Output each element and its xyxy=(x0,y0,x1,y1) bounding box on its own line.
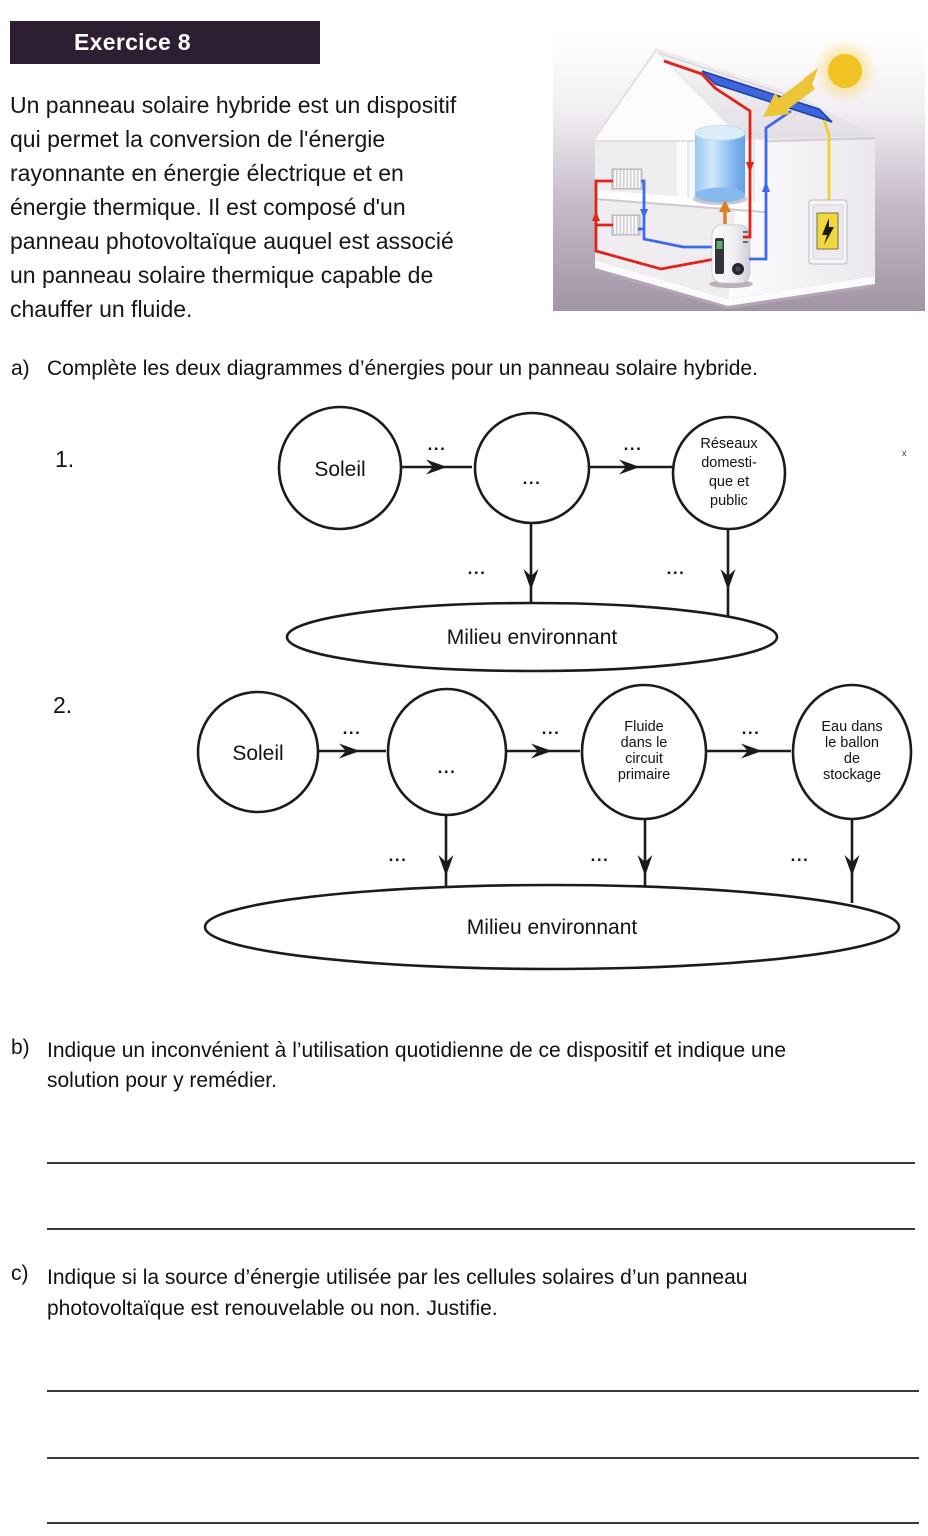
house-illustration xyxy=(553,33,925,311)
question-a-label: a) xyxy=(11,357,30,380)
exercise-title: Exercice 8 xyxy=(74,29,191,55)
edge-fluide-eau xyxy=(706,719,791,759)
sun xyxy=(813,39,877,103)
diagram2-number: 2. xyxy=(53,692,73,718)
edge-reseaux-milieu xyxy=(667,529,736,616)
intro-line: qui permet la conversion de l'énergie xyxy=(10,126,386,152)
svg-text:Réseaux: Réseaux xyxy=(700,436,758,452)
svg-text:dans le: dans le xyxy=(620,735,668,751)
node-blank-2 xyxy=(388,689,506,815)
node-milieu-environnant-2 xyxy=(205,885,899,969)
svg-text:...: ... xyxy=(467,559,487,578)
intro-paragraph xyxy=(10,88,550,326)
svg-text:...: ... xyxy=(741,719,761,738)
answer-line xyxy=(47,1162,915,1164)
edge-blank2-milieu xyxy=(389,815,454,887)
svg-text:public: public xyxy=(710,493,748,509)
intro-line: chauffer un fluide. xyxy=(10,296,193,322)
svg-text:stockage: stockage xyxy=(822,767,882,783)
boiler xyxy=(709,225,753,288)
answer-line xyxy=(47,1228,915,1230)
exercise-header xyxy=(10,21,320,64)
svg-text:de: de xyxy=(843,751,861,767)
node-reseaux xyxy=(673,417,785,529)
svg-text:Fluide: Fluide xyxy=(624,719,664,735)
svg-text:...: ... xyxy=(342,719,362,738)
question-c-text: photovoltaïque est renouvelable ou non. Justifie. xyxy=(47,1297,498,1320)
edge-fluide-milieu xyxy=(591,819,653,886)
intro-line: rayonnante en énergie électrique et en xyxy=(10,160,404,186)
energy-diagram-1 xyxy=(0,398,928,680)
svg-text:que et: que et xyxy=(708,474,750,490)
svg-text:circuit: circuit xyxy=(625,751,663,767)
node-soleil xyxy=(279,407,401,529)
svg-text:Milieu environnant: Milieu environnant xyxy=(446,626,618,649)
question-b-label: b) xyxy=(11,1036,30,1059)
question-a-text: Complète les deux diagrammes d’énergies pour un panneau solaire hybride. xyxy=(47,357,758,380)
intro-line: énergie thermique. Il est composé d'un xyxy=(10,194,406,220)
radiator-upper xyxy=(612,169,642,189)
node-eau xyxy=(793,685,911,819)
svg-text:Eau dans: Eau dans xyxy=(821,719,883,735)
svg-text:...: ... xyxy=(522,469,542,488)
edge-blank-fluide xyxy=(506,719,580,759)
intro-line: Un panneau solaire hybride est un dispositif xyxy=(10,92,457,118)
intro-line: panneau photovoltaïque auquel est associé xyxy=(10,228,454,254)
answer-line xyxy=(47,1390,919,1392)
node-fluide xyxy=(582,685,706,819)
svg-text:le ballon: le ballon xyxy=(824,735,880,751)
question-b-text: Indique un inconvénient à l’utilisation quotidienne de ce dispositif et indique une xyxy=(47,1039,787,1062)
svg-text:Milieu environnant: Milieu environnant xyxy=(466,916,638,939)
svg-text:...: ... xyxy=(437,758,457,777)
svg-text:...: ... xyxy=(388,846,408,865)
energy-diagram-2 xyxy=(0,680,928,980)
node-blank-1 xyxy=(475,413,589,523)
question-a xyxy=(11,357,758,381)
node-soleil-2 xyxy=(198,692,318,812)
radiator-lower xyxy=(612,215,640,235)
edge-soleil-blank xyxy=(402,435,472,475)
svg-text:...: ... xyxy=(541,719,561,738)
svg-text:Soleil: Soleil xyxy=(232,742,284,765)
electrical-box xyxy=(809,200,847,264)
question-b xyxy=(11,1036,786,1096)
intro-line: un panneau solaire thermique capable de xyxy=(10,262,434,288)
svg-text:...: ... xyxy=(623,435,643,454)
node-milieu-environnant xyxy=(287,603,777,671)
edge-soleil-blank-2 xyxy=(318,719,386,759)
edge-blank-reseaux xyxy=(589,435,674,475)
svg-text:...: ... xyxy=(427,435,447,454)
diagram1-number: 1. xyxy=(55,446,75,472)
answer-line xyxy=(47,1457,919,1459)
answer-line xyxy=(47,1522,919,1524)
svg-text:...: ... xyxy=(790,846,810,865)
stray-mark: x xyxy=(902,448,907,458)
question-c xyxy=(11,1262,747,1324)
question-c-label: c) xyxy=(11,1262,29,1285)
svg-text:Soleil: Soleil xyxy=(314,458,366,481)
edge-blank-milieu xyxy=(468,523,539,603)
svg-text:domesti-: domesti- xyxy=(701,455,757,471)
storage-tank xyxy=(693,126,747,206)
question-c-text: Indique si la source d’énergie utilisée par les cellules solaires d’un panneau xyxy=(47,1266,748,1289)
svg-text:primaire: primaire xyxy=(617,767,671,783)
svg-text:...: ... xyxy=(666,559,686,578)
svg-text:...: ... xyxy=(590,846,610,865)
edge-eau-milieu xyxy=(791,819,860,903)
question-b-text: solution pour y remédier. xyxy=(47,1069,277,1092)
